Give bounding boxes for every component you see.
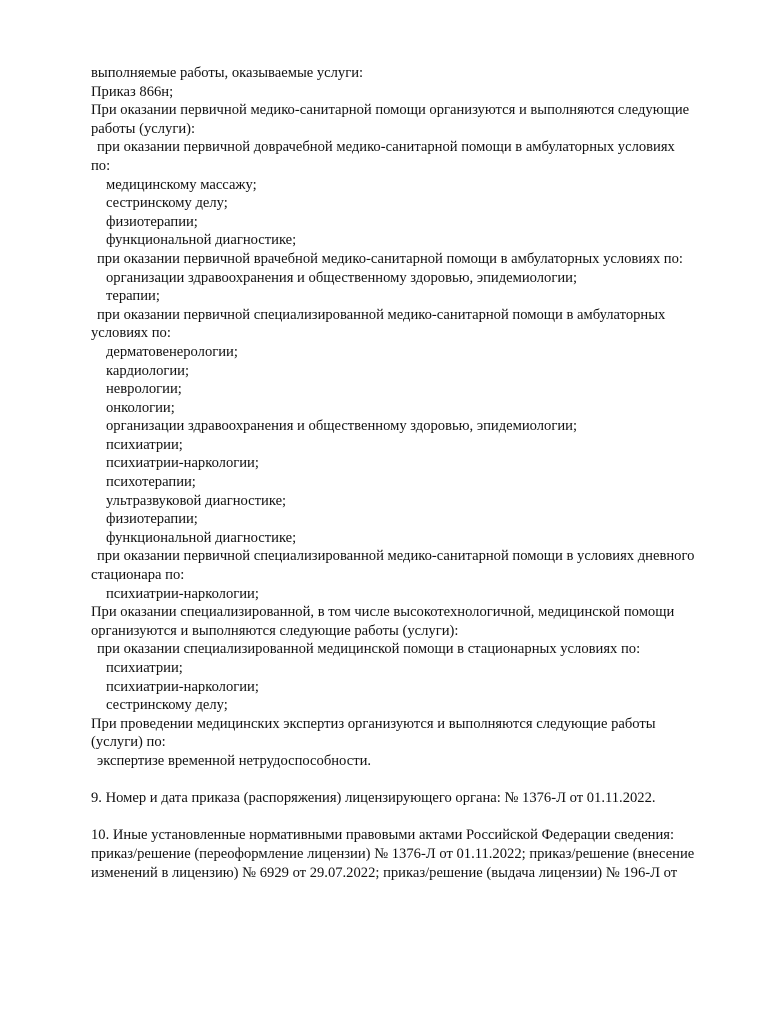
document-line: психиатрии-наркологии; xyxy=(106,678,259,695)
document-line: экспертизе временной нетрудоспособности. xyxy=(97,752,372,769)
document-line: при оказании первичной специализированной медико-санитарной помощи в амбулаторных xyxy=(97,306,666,323)
paragraph-gap xyxy=(91,771,741,790)
document-line: при оказании первичной специализированной медико-санитарной помощи в условиях дневного xyxy=(97,548,695,565)
document-line: психиатрии-наркологии; xyxy=(106,585,259,602)
document-line: (услуги) по: xyxy=(91,734,166,751)
document-line: дерматовенерологии; xyxy=(106,343,238,360)
section-10-line: приказ/решение (переоформление лицензии) № 1376-Л от 01.11.2022; приказ/решение (внесение xyxy=(91,845,695,862)
document-line: физиотерапии; xyxy=(106,511,198,528)
document-line: при оказании первичной врачебной медико-санитарной помощи в амбулаторных условиях по: xyxy=(97,250,683,267)
document-line: При оказании специализированной, в том числе высокотехнологичной, медицинской помощи xyxy=(91,604,675,621)
document-line: психиатрии; xyxy=(106,436,183,453)
document-line: кардиологии; xyxy=(106,362,190,379)
services-list xyxy=(91,64,741,771)
document-line: психиатрии-наркологии; xyxy=(106,455,259,472)
paragraph-gap xyxy=(91,808,741,827)
document-line: по: xyxy=(91,157,111,174)
document-line: онкологии; xyxy=(106,399,175,416)
document-line: Приказ 866н; xyxy=(91,83,174,100)
document-line: функциональной диагностике; xyxy=(106,529,297,546)
document-line: При проведении медицинских экспертиз организуются и выполняются следующие работы xyxy=(91,715,656,732)
document-line: При оказании первичной медико-санитарной помощи организуются и выполняются следующие xyxy=(91,102,690,119)
document-line: условиях по: xyxy=(91,325,171,342)
document-line: стационара по: xyxy=(91,567,185,584)
section-10-line: изменений в лицензию) № 6929 от 29.07.2022; приказ/решение (выдача лицензии) № 196-Л от xyxy=(91,864,678,881)
document-line: ультразвуковой диагностике; xyxy=(106,492,287,509)
document-line: работы (услуги): xyxy=(91,120,196,137)
section-10-line: 10. Иные установленные нормативными правовыми актами Российской Федерации сведения: xyxy=(91,827,675,844)
document-line: выполняемые работы, оказываемые услуги: xyxy=(91,65,364,81)
document-line: функциональной диагностике; xyxy=(106,232,297,249)
document-line: неврологии; xyxy=(106,381,182,398)
document-line: организации здравоохранения и общественному здоровью, эпидемиологии; xyxy=(106,269,578,286)
document-line: организации здравоохранения и общественному здоровью, эпидемиологии; xyxy=(106,418,578,435)
section-9-order: 9. Номер и дата приказа (распоряжения) лицензирующего органа: № 1376-Л от 01.11.2022. xyxy=(91,790,656,807)
document-line: физиотерапии; xyxy=(106,213,198,230)
document-line: сестринскому делу; xyxy=(106,697,228,714)
document-line: медицинскому массажу; xyxy=(106,176,257,193)
document-line: организуются и выполняются следующие работы (услуги): xyxy=(91,622,459,639)
document-line: психотерапии; xyxy=(106,474,196,491)
document-line: сестринскому делу; xyxy=(106,195,228,212)
section-10-other-info xyxy=(91,826,741,882)
document-line: терапии; xyxy=(106,288,160,305)
document-line: при оказании специализированной медицинской помощи в стационарных условиях по: xyxy=(97,641,641,658)
document-line: психиатрии; xyxy=(106,660,183,676)
document-body xyxy=(91,64,741,882)
document-line: при оказании первичной доврачебной медико-санитарной помощи в амбулаторных условиях xyxy=(97,139,675,156)
